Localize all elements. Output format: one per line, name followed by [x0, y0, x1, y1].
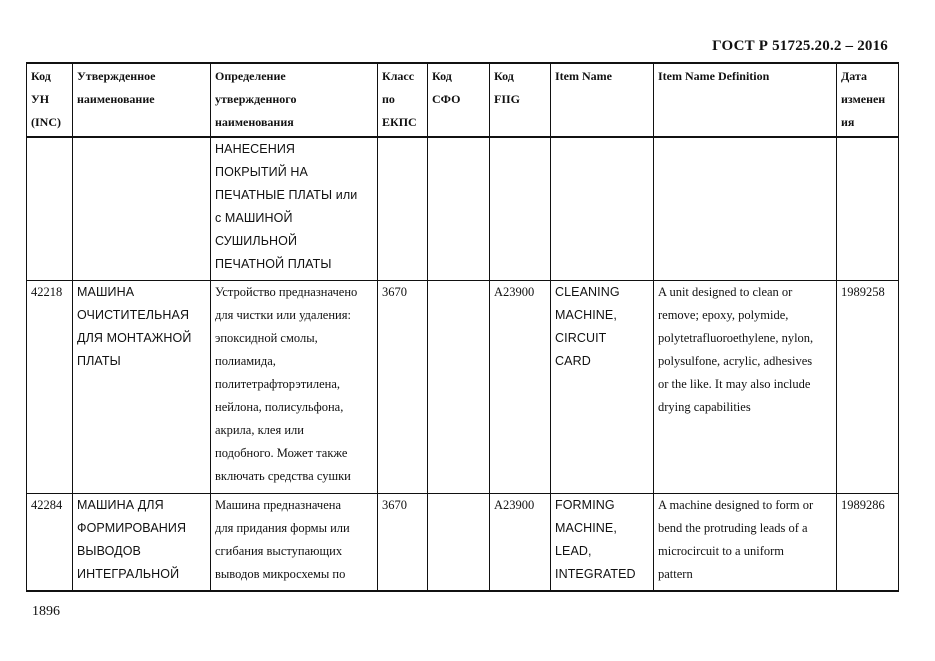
col-header-class: Класс по ЕКПС: [378, 63, 428, 137]
cell-change-date: 1989286: [837, 494, 899, 592]
cell-class: 3670: [378, 281, 428, 494]
cell-class: 3670: [378, 494, 428, 592]
table-row: [27, 494, 899, 592]
table-header-row: [27, 63, 899, 137]
col-header-item-definition: Item Name Definition: [654, 63, 837, 137]
cell-definition: Устройство предназначено для чистки или удаления: эпоксидной смолы, полиамида, политетрафторэтилена, нейлона, полисульфона, акрила, клея или подобного. Может также включать средства сушки: [211, 281, 378, 494]
cell-sfo: [428, 494, 490, 592]
cell-fiig: A23900: [490, 281, 551, 494]
col-header-change-date: Дата изменен ия: [837, 63, 899, 137]
cell-inc: [27, 137, 73, 281]
col-header-definition: Определение утвержденного наименования: [211, 63, 378, 137]
cell-item-name: FORMING MACHINE, LEAD, INTEGRATED: [551, 494, 654, 592]
cell-inc: 42284: [27, 494, 73, 592]
cell-fiig: [490, 137, 551, 281]
page-number: 1896: [32, 604, 60, 619]
cell-class: [378, 137, 428, 281]
cell-item-name: CLEANING MACHINE, CIRCUIT CARD: [551, 281, 654, 494]
cell-fiig: A23900: [490, 494, 551, 592]
cell-definition: НАНЕСЕНИЯ ПОКРЫТИЙ НА ПЕЧАТНЫЕ ПЛАТЫ или с МАШИНОЙ СУШИЛЬНОЙ ПЕЧАТНОЙ ПЛАТЫ: [211, 137, 378, 281]
col-header-fiig: Код FIIG: [490, 63, 551, 137]
col-header-approved-name: Утвержденное наименование: [73, 63, 211, 137]
table-row: [27, 281, 899, 494]
cell-sfo: [428, 137, 490, 281]
nomenclature-table: [26, 62, 899, 592]
cell-sfo: [428, 281, 490, 494]
col-header-item-name: Item Name: [551, 63, 654, 137]
cell-approved-name: МАШИНА ДЛЯ ФОРМИРОВАНИЯ ВЫВОДОВ ИНТЕГРАЛЬНОЙ: [73, 494, 211, 592]
cell-definition: Машина предназначена для придания формы или сгибания выступающих выводов микросхемы по: [211, 494, 378, 592]
cell-approved-name: МАШИНА ОЧИСТИТЕЛЬНАЯ ДЛЯ МОНТАЖНОЙ ПЛАТЫ: [73, 281, 211, 494]
cell-change-date: [837, 137, 899, 281]
cell-item-name: [551, 137, 654, 281]
cell-approved-name: [73, 137, 211, 281]
col-header-sfo: Код СФО: [428, 63, 490, 137]
col-header-inc: Код УН (INC): [27, 63, 73, 137]
cell-change-date: 1989258: [837, 281, 899, 494]
cell-item-definition: [654, 137, 837, 281]
cell-inc: 42218: [27, 281, 73, 494]
document-code: ГОСТ Р 51725.20.2 – 2016: [712, 38, 888, 54]
table-row: [27, 137, 899, 281]
cell-item-definition: A machine designed to form or bend the protruding leads of a microcircuit to a uniform pattern: [654, 494, 837, 592]
cell-item-definition: A unit designed to clean or remove; epoxy, polymide, polytetrafluoroethylene, nylon, polysulfone, acrylic, adhesives or the like. It may also include drying capabilities: [654, 281, 837, 494]
